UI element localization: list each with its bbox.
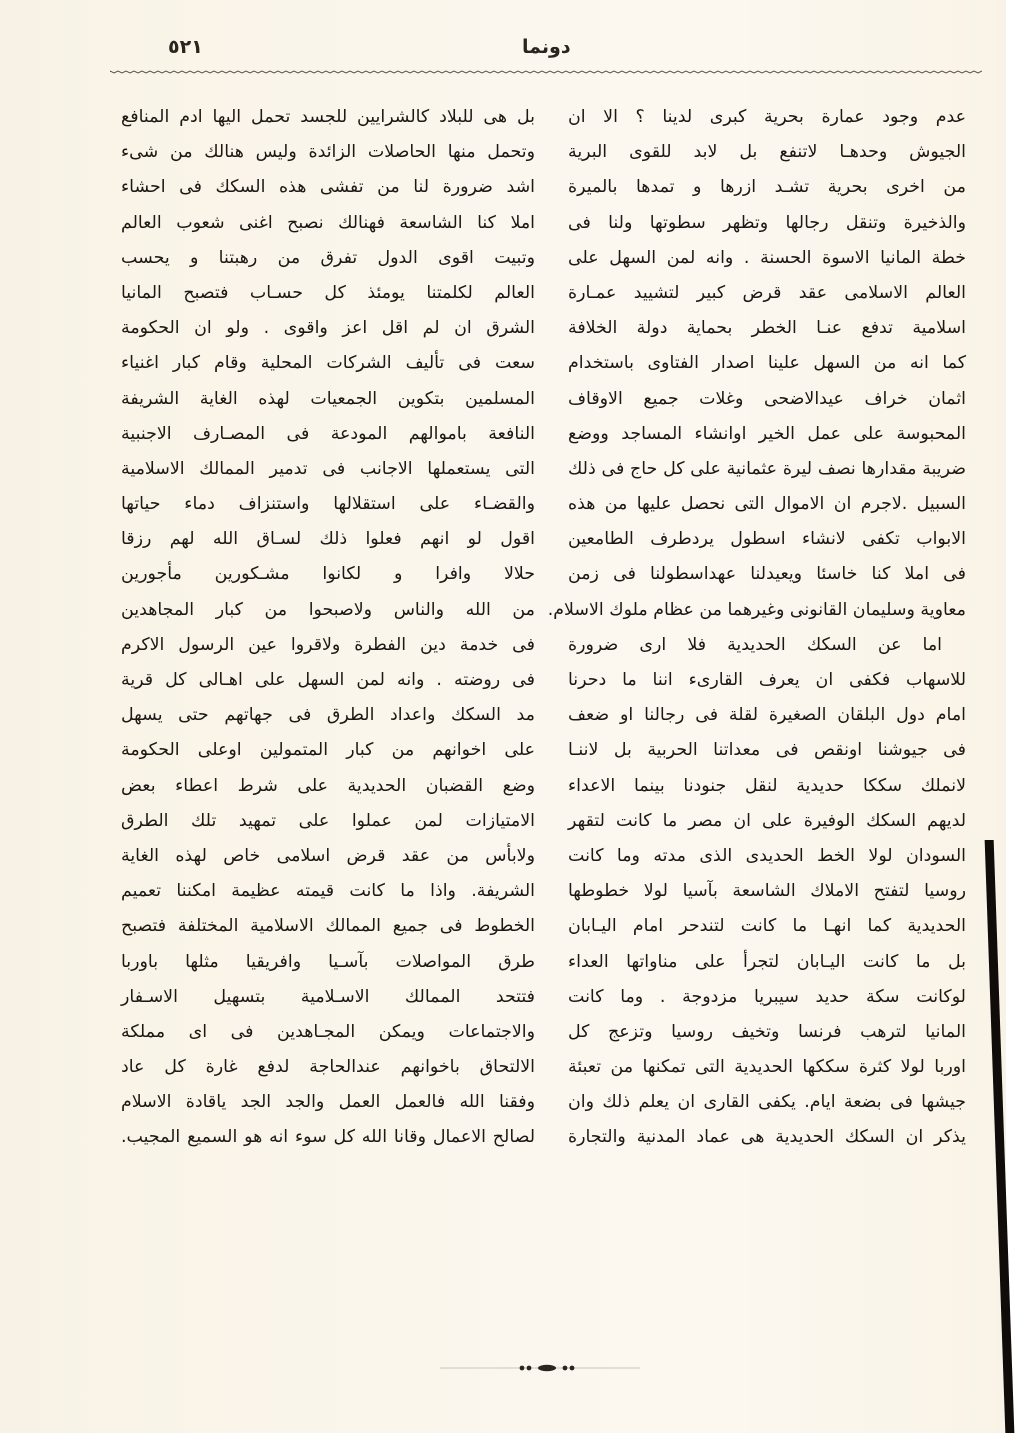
text-line: السبيل .لاجرم ان الاموال التى نحصل عليها من هذه xyxy=(568,494,966,515)
ornament-dot xyxy=(520,1366,525,1371)
text-line: فى روضته . وانه لمن السهل على اهـالى كل قرية xyxy=(121,670,535,690)
text-line: السودان لولا الخط الحديدى الذى مدته وما كانت xyxy=(568,845,966,866)
text-line: الامتيازات لمن عملوا على تمهيد تلك الطرق xyxy=(121,810,535,831)
text-line: وفقنا الله فالعمل العمل والجد الجد ياقادة الاسلام xyxy=(121,1092,535,1113)
text-line: فتتحد الممالك الاسـلامية بتسهيل الاسـفار xyxy=(121,986,535,1007)
text-line: للاسهاب فكفى ان يعرف القارىء اننا ما دحرنا xyxy=(568,670,966,690)
header-wavy-rule xyxy=(110,68,982,76)
text-line: على اخوانهم من كبار المتمولين اوعلى الحكومة xyxy=(121,740,535,761)
running-title: دونما xyxy=(522,36,571,58)
page-header xyxy=(110,36,980,68)
text-line: لوكانت سكة حديد سيبريا مزدوجة . وما كانت xyxy=(568,986,966,1007)
text-line: المسلمين بتكوين الجمعيات لهذه الغاية الشريفة xyxy=(121,388,535,409)
text-line: الحديدية كما انهـا ما كانت لتندحر امام اليـابان xyxy=(568,916,966,937)
text-line: املا كنا الشاسعة فهنالك نصبح اغنى شعوب العالم xyxy=(121,212,535,233)
text-line: ضريبة مقدارها نصف ليرة عثمانية على كل حاج فى ذلك xyxy=(568,458,966,479)
text-line: مد السكك واعداد الطرق فى جهاتهم حتى يسهل xyxy=(121,705,535,726)
text-line: والذخيرة وتنقل رجالها وتظهر سطوتها ولنا فى xyxy=(568,212,966,233)
text-line: المحبوسة على عمل الخير اوانشاء المساجد ووضع xyxy=(568,423,966,444)
text-line: الخطوط فى جميع الممالك الاسلامية المختلفة فتصبح xyxy=(121,916,535,937)
ornament-diamond xyxy=(538,1365,556,1371)
text-line: طرق المواصلات بآسـيا وافريقيا مثلها باوربا xyxy=(121,951,535,972)
text-line: فى جيوشنا اونقص فى معداتنا الحربية بل لاننـا xyxy=(568,740,966,761)
text-line: اقول لو انهم فعلوا ذلك لسـاق الله لهم رزقا xyxy=(121,529,535,550)
text-line: وتبيت اقوى الدول تفرق من رهبتنا و يحسب xyxy=(121,247,535,268)
text-line: فى خدمة دين الفطرة ولاقروا عين الرسول الاكرم xyxy=(121,634,535,655)
column-left xyxy=(121,100,535,1156)
text-line: اشد ضرورة لنا من تفشى هذه السكك فى احشاء xyxy=(121,177,535,198)
text-line: التى يستعملها الاجانب فى تدمير الممالك الاسلامية xyxy=(121,458,535,479)
text-line: يذكر ان السكك الحديدية هى عماد المدنية والتجارة xyxy=(568,1127,966,1148)
text-line: اثمان خراف عيدالاضحى وغلات جميع الاوقاف xyxy=(568,388,966,409)
scan-margin xyxy=(1006,0,1024,1433)
text-line: النافعة باموالهم المودعة فى المصـارف الاجنبية xyxy=(121,423,535,444)
text-line: اسلامية تدفع عنـا الخطر بحماية دولة الخلافة xyxy=(568,318,966,339)
text-line: المانيا لترهب فرنسا وتخيف روسيا وتزعج كل xyxy=(568,1021,966,1042)
text-line: سعت فى تأليف الشركات المحلية وقام كبار اغنياء xyxy=(121,353,535,374)
text-line: والاجتماعات ويمكن المجـاهدين فى اى مملكة xyxy=(121,1021,535,1042)
text-line: اوربا لولا كثرة سككها الحديدية التى تمكنها من تعبئة xyxy=(568,1057,966,1078)
ornament-dot xyxy=(527,1366,532,1371)
ornament-dot xyxy=(563,1366,568,1371)
text-line: جيشها فى بضعة ايام. يكفى القارى ان يعلم ذلك وان xyxy=(568,1092,966,1113)
text-line: الابواب تكفى لانشاء اسطول يردطرف الطامعين xyxy=(568,529,966,550)
column-right xyxy=(547,100,966,1156)
text-line: حلالا وافرا و لكانوا مشـكورين مأجورين xyxy=(121,564,535,585)
text-line: الجيوش وحدهـا لاتنفع بل لابد للقوى البرية xyxy=(568,142,966,163)
text-line: الشريفة. واذا ما كانت قيمته عظيمة امكننا تعميم xyxy=(121,881,535,902)
page-number: ٥٢١ xyxy=(168,36,203,58)
text-line: العالم لكلمتنا يومئذ كل حسـاب فتصبح المانيا xyxy=(121,282,535,303)
text-line: الشرق ان لم اقل اعز واقوى . ولو ان الحكومة xyxy=(121,318,535,339)
text-line: والقضـاء على استقلالها واستنزاف دماء حياتها xyxy=(121,494,535,515)
ornament-dot xyxy=(570,1366,575,1371)
text-line: معاوية وسليمان القانونى وغيرهما من عظام ملوك الاسلام. xyxy=(547,599,966,620)
text-line: فى املا كنا خاسئا ويعيدلنا عهداسطولنا فى زمن xyxy=(568,564,966,585)
text-line: خطة المانيا الاسوة الحسنة . وانه لمن السهل على xyxy=(568,247,966,268)
text-line: من اخرى بحرية تشـد ازرها و تمدها بالميرة xyxy=(568,177,966,198)
end-of-article-ornament xyxy=(440,1363,640,1373)
text-line: عدم وجود عمارة بحرية كبرى لدينا ؟ الا ان xyxy=(568,107,966,127)
text-line: اما عن السكك الحديدية فلا ارى ضرورة xyxy=(568,634,942,655)
text-line: كما انه من السهل علينا اصدار الفتاوى باستخدام xyxy=(568,353,966,374)
text-line: لانملك سككا حديدية لنقل جنودنا بينما الاعداء xyxy=(568,775,966,796)
text-line: روسيا لتفتح الاملاك الشاسعة بآسيا لولا خطوطها xyxy=(568,881,966,902)
text-line: العالم الاسلامى عقد قرض كبير لتشييد عمـارة xyxy=(568,282,966,303)
text-line: بل هى للبلاد كالشرايين للجسد تحمل اليها ادم المنافع xyxy=(121,107,535,127)
text-line: لديهم السكك الوفيرة على ان مصر ما كانت لتقهر xyxy=(568,810,966,831)
text-line: الالتحاق باخوانهم عندالحاجة لدفع غارة كل عاد xyxy=(121,1057,535,1078)
text-line: من الله والناس ولاصبحوا من كبار المجاهدين xyxy=(121,599,535,620)
text-line: امام دول البلقان الصغيرة لقلة فى رجالنا او ضعف xyxy=(568,705,966,726)
text-line: وتحمل منها الحاصلات الزائدة وليس هنالك من شىء xyxy=(121,142,535,163)
text-line: وضع القضبان الحديدية على شرط اعطاء بعض xyxy=(121,775,535,796)
text-line: لصالح الاعمال وقانا الله كل سوء انه هو السميع المجيب. xyxy=(121,1127,535,1148)
text-line: بل ما كانت اليـابان لتجرأ على مناواتها العداء xyxy=(568,951,966,972)
text-line: ولابأس من عقد قرض اسلامى خاص لهذه الغاية xyxy=(121,845,535,866)
